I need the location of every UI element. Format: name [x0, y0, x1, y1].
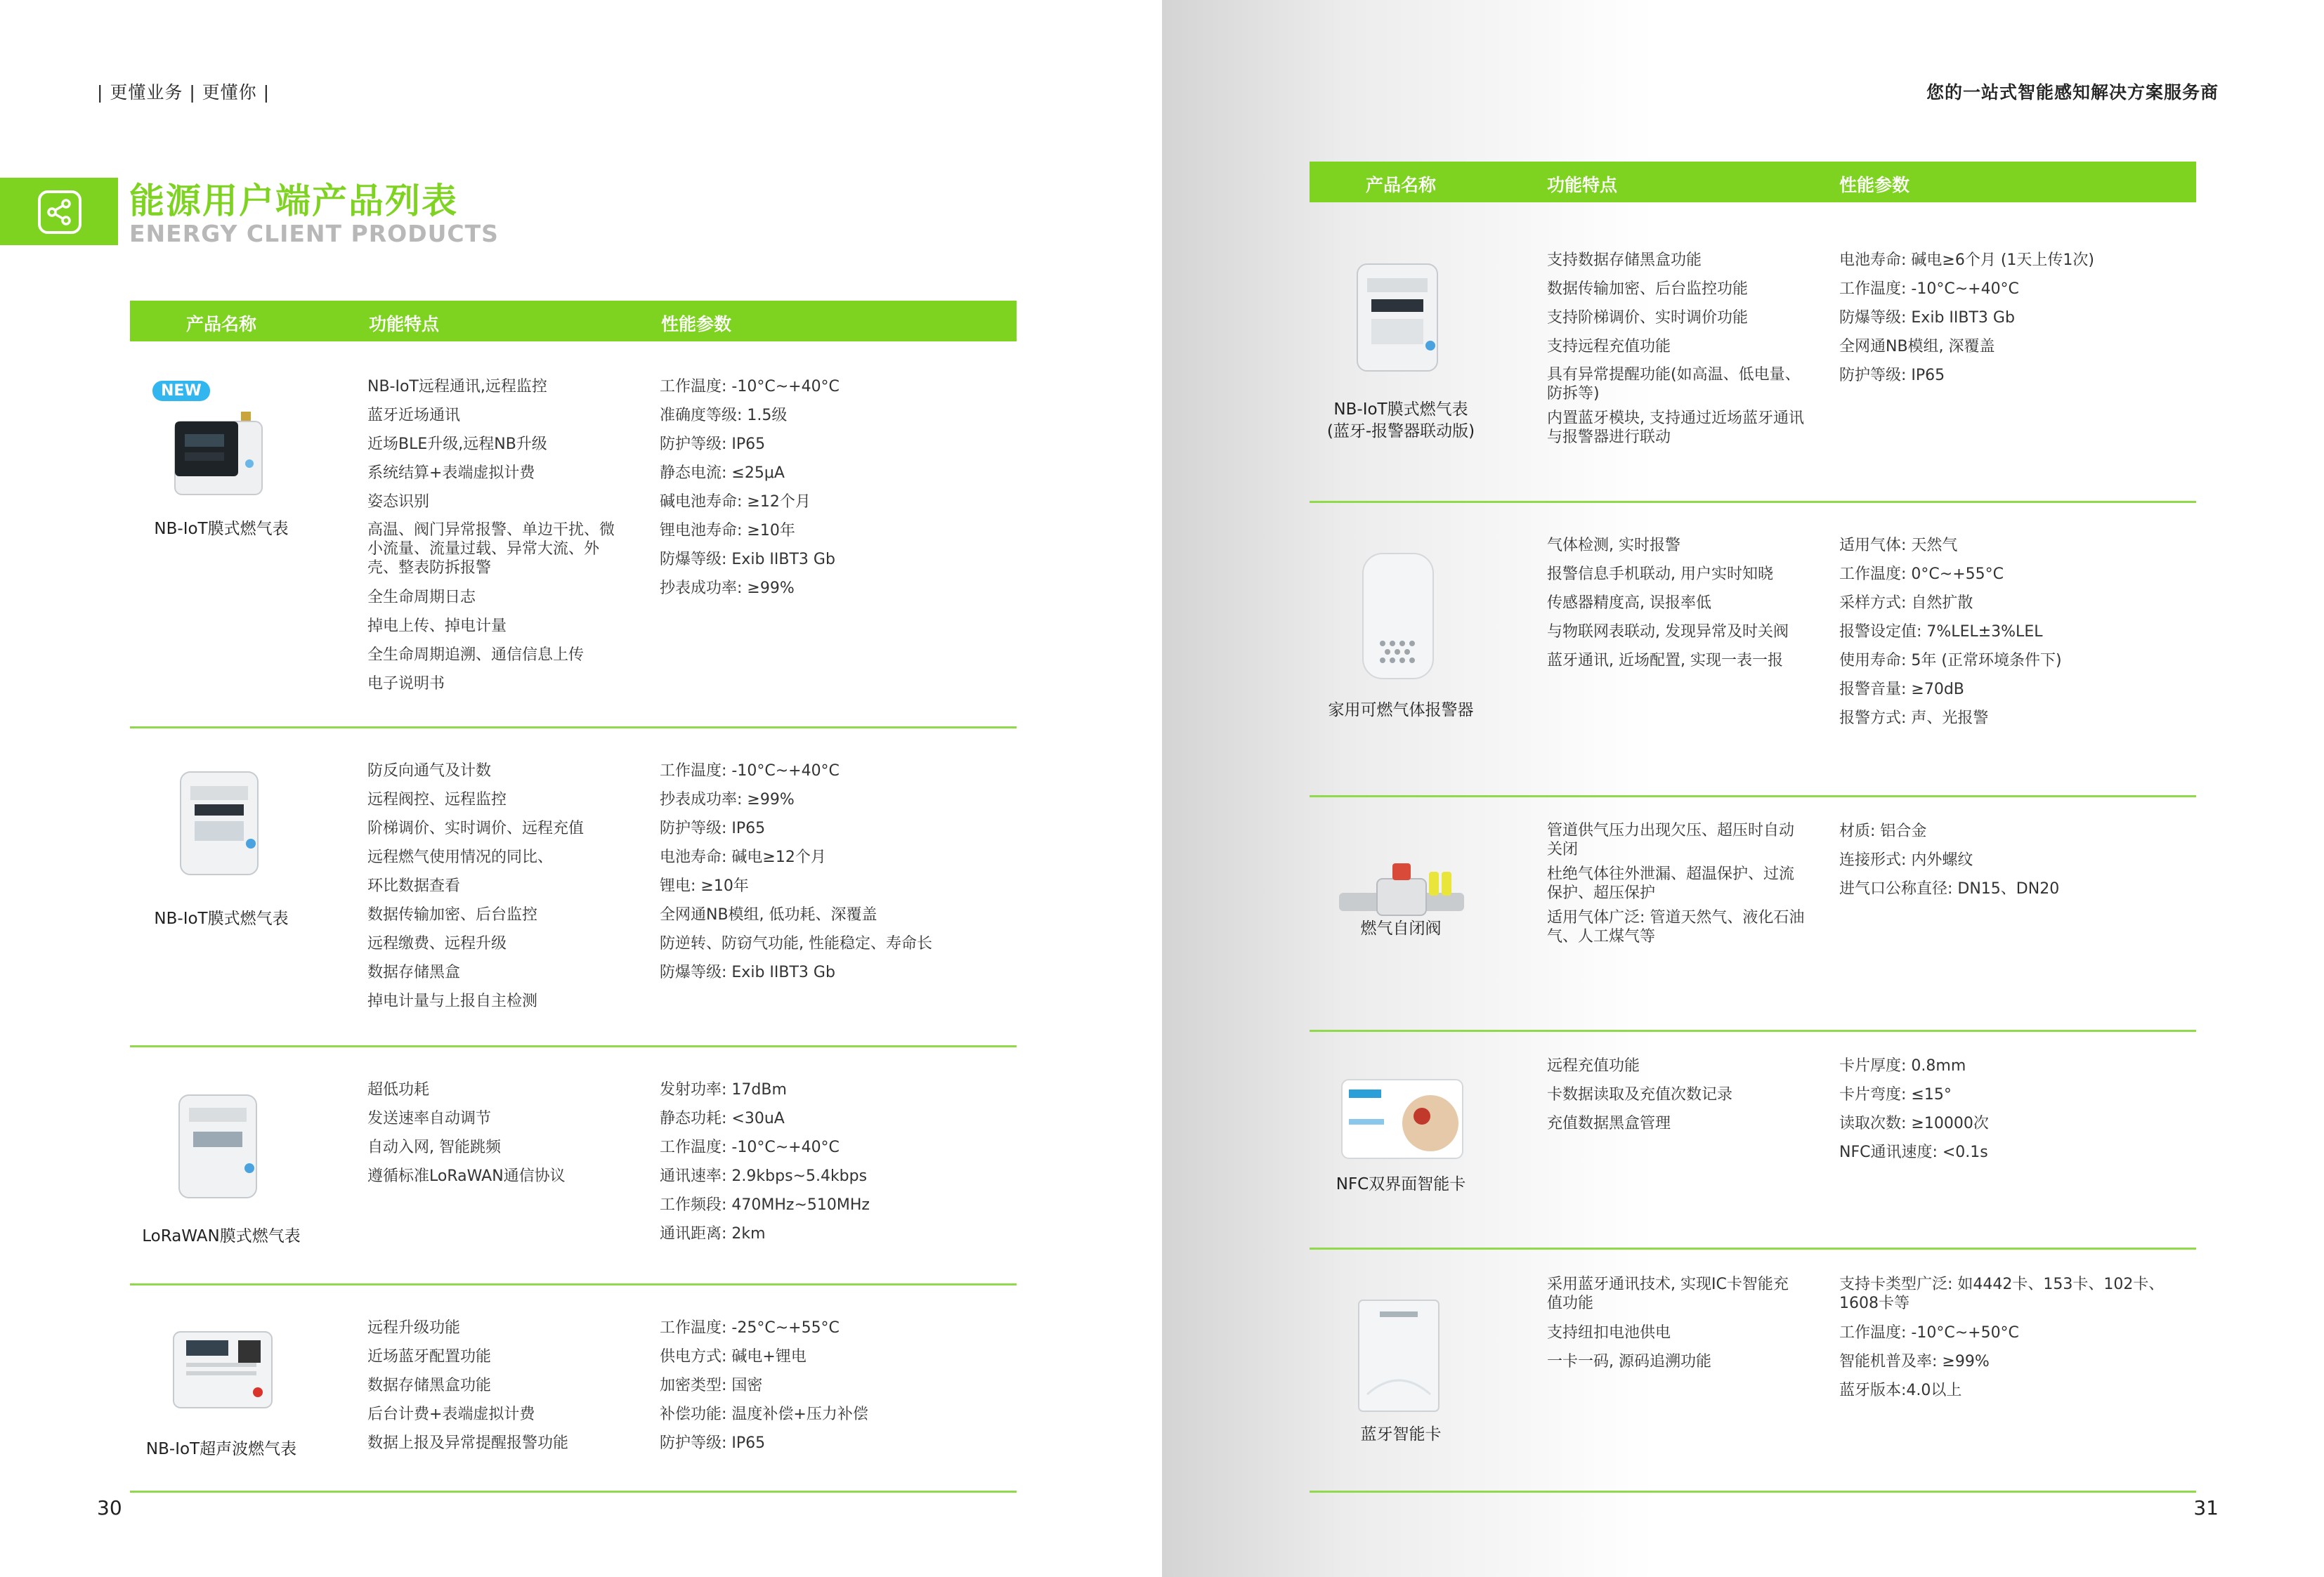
- feature-item: 远程缴费、远程升级: [367, 935, 507, 953]
- feature-item: 杜绝气体往外泄漏、超温保护、过流保护、超压保护: [1547, 865, 1795, 902]
- table-row: [1310, 1032, 2196, 1250]
- param-item: 防逆转、防窃气功能, 性能稳定、寿命长: [660, 935, 932, 953]
- param-list: [1839, 531, 2191, 733]
- param-item: 供电方式: 碱电+锂电: [660, 1348, 807, 1366]
- col-features: 功能特点: [369, 314, 440, 334]
- feature-item: 全生命周期追溯、通信信息上传: [367, 646, 585, 664]
- feature-item: 掉电计量与上报自主检测: [367, 993, 538, 1010]
- feature-item: 系统结算+表端虚拟计费: [367, 464, 535, 482]
- param-item: 全网通NB模组, 低功耗、深覆盖: [660, 906, 877, 924]
- feature-item: 自动入网, 智能跳频: [367, 1139, 501, 1156]
- feature-item: 气体检测, 实时报警: [1547, 537, 1680, 554]
- ultrasonic-meter-image: [165, 1319, 278, 1420]
- gas-meter-image: [1345, 259, 1450, 381]
- page-subtitle: ENERGY CLIENT PRODUCTS: [129, 220, 499, 247]
- feature-list: [1547, 1052, 1828, 1138]
- param-item: 防护等级: IP65: [660, 820, 766, 837]
- feature-item: 近场BLE升级,远程NB升级: [367, 436, 547, 453]
- param-item: 锂电池寿命: ≥10年: [660, 522, 795, 539]
- header-slogan: | 更懂业务 | 更懂你 |: [97, 82, 270, 103]
- feature-item: 超低功耗: [367, 1081, 430, 1099]
- param-item: 工作温度: -25°C~+55°C: [660, 1319, 840, 1337]
- param-item: 防爆等级: Exib IIBT3 Gb: [660, 964, 835, 981]
- param-item: 智能机普及率: ≥99%: [1839, 1353, 1990, 1370]
- table-header: [1310, 162, 2196, 202]
- feature-item: 电子说明书: [367, 675, 445, 693]
- feature-item: 近场蓝牙配置功能: [367, 1348, 492, 1366]
- product-name: NB-IoT超声波燃气表: [145, 1440, 297, 1458]
- table-row: [1310, 503, 2196, 797]
- table-row: [1310, 1250, 2196, 1493]
- product-name: NFC双界面智能卡: [1336, 1175, 1466, 1193]
- param-item: 发射功率: 17dBm: [660, 1081, 787, 1099]
- param-item: 工作频段: 470MHz~510MHz: [660, 1196, 870, 1214]
- feature-item: 阶梯调价、实时调价、远程充值: [367, 820, 585, 837]
- feature-item: 姿态识别: [367, 493, 430, 511]
- param-item: 工作温度: -10°C~+40°C: [1839, 280, 2019, 298]
- feature-item: 数据上报及异常提醒报警功能: [367, 1434, 569, 1452]
- param-item: 抄表成功率: ≥99%: [660, 580, 795, 597]
- feature-item: 卡数据读取及充值次数记录: [1547, 1086, 1733, 1104]
- param-item: 防护等级: IP65: [660, 1434, 766, 1452]
- table-row: [1310, 202, 2196, 503]
- feature-item: 内置蓝牙模块, 支持通过近场蓝牙通讯与报警器进行联动: [1547, 410, 1804, 446]
- param-item: 卡片厚度: 0.8mm: [1839, 1057, 1966, 1075]
- param-item: 防爆等级: Exib IIBT3 Gb: [660, 551, 835, 568]
- feature-item: 支持阶梯调价、实时调价功能: [1547, 309, 1749, 327]
- product-name: [1310, 399, 1492, 443]
- param-item: 工作温度: -10°C~+40°C: [660, 378, 840, 395]
- feature-item: 蓝牙通讯, 近场配置, 实现一表一报: [1547, 652, 1783, 669]
- table-row: [130, 341, 1017, 728]
- param-list: [1839, 817, 2191, 903]
- new-badge: NEW: [152, 381, 210, 401]
- feature-item: 数据传输加密、后台监控功能: [1547, 280, 1749, 298]
- feature-item: 数据传输加密、后台监控: [367, 906, 538, 924]
- feature-item: 支持远程充值功能: [1547, 338, 1671, 355]
- section-logo: [0, 178, 118, 245]
- col-features: 功能特点: [1547, 175, 1618, 195]
- param-list: [660, 1314, 1011, 1458]
- page-title: 能源用户端产品列表: [129, 181, 458, 221]
- feature-item: 一卡一码, 源码追溯功能: [1547, 1353, 1711, 1370]
- param-list: [660, 757, 1011, 987]
- param-item: 全网通NB模组, 深覆盖: [1839, 338, 1995, 355]
- param-item: 通讯距离: 2km: [660, 1225, 766, 1243]
- param-item: 适用气体: 天然气: [1839, 537, 1958, 554]
- param-item: 材质: 铝合金: [1839, 823, 1927, 840]
- feature-item: 采用蓝牙通讯技术, 实现IC卡智能充值功能: [1547, 1276, 1789, 1312]
- gas-alarm-image: [1356, 549, 1440, 686]
- page-number: 30: [97, 1496, 122, 1519]
- feature-item: 发送速率自动调节: [367, 1110, 492, 1127]
- feature-list: [367, 757, 634, 1016]
- param-item: 防爆等级: Exib IIBT3 Gb: [1839, 309, 2015, 327]
- page-number: 31: [2193, 1496, 2219, 1519]
- param-item: 防护等级: IP65: [660, 436, 766, 453]
- feature-item: 传感器精度高, 误报率低: [1547, 594, 1711, 612]
- feature-item: 充值数据黑盒管理: [1547, 1115, 1671, 1132]
- feature-item: 数据存储黑盒: [367, 964, 461, 981]
- param-item: 加密类型: 国密: [660, 1377, 763, 1394]
- param-list: [1839, 1052, 2191, 1167]
- header-tagline: 您的一站式智能感知解决方案服务商: [1926, 82, 2219, 103]
- table-row: [130, 728, 1017, 1047]
- feature-item: 蓝牙近场通讯: [367, 407, 461, 424]
- feature-item: 远程升级功能: [367, 1319, 461, 1337]
- nfc-card-image: [1339, 1077, 1465, 1164]
- feature-item: 防反向通气及计数: [367, 762, 492, 780]
- param-item: 进气口公称直径: DN15、DN20: [1839, 880, 2060, 898]
- param-item: 电池寿命: 碱电≥6个月 (1天上传1次): [1839, 251, 2094, 269]
- product-name: 燃气自闭阀: [1360, 920, 1442, 938]
- gas-meter-image: [167, 766, 272, 882]
- param-item: 碱电池寿命: ≥12个月: [660, 493, 811, 511]
- feature-item: 全生命周期日志: [367, 589, 476, 606]
- feature-item: 遵循标准LoRaWAN通信协议: [367, 1167, 566, 1185]
- param-list: [1839, 246, 2191, 390]
- param-item: 工作温度: 0°C~+55°C: [1839, 565, 2004, 583]
- product-name-subtitle: (蓝牙-报警器联动版): [1326, 422, 1475, 440]
- gas-meter-image: [165, 1089, 270, 1205]
- param-item: 卡片弯度: ≤15°: [1839, 1086, 1952, 1104]
- gas-meter-image: [164, 407, 269, 509]
- feature-item: 环比数据查看: [367, 877, 461, 895]
- product-name: LoRaWAN膜式燃气表: [142, 1227, 301, 1245]
- param-item: 使用寿命: 5年 (正常环境条件下): [1839, 652, 2062, 669]
- product-name-line: NB-IoT膜式燃气表: [1333, 400, 1468, 419]
- feature-item: 具有异常提醒功能(如高温、低电量、防拆等): [1547, 366, 1801, 403]
- product-name: NB-IoT膜式燃气表: [154, 910, 289, 928]
- param-item: 工作温度: -10°C~+40°C: [660, 1139, 840, 1156]
- param-list: [660, 1075, 1011, 1248]
- param-item: 蓝牙版本:4.0以上: [1839, 1382, 1962, 1399]
- param-item: 抄表成功率: ≥99%: [660, 791, 795, 809]
- table-row: [130, 1047, 1017, 1285]
- feature-list: [367, 1075, 634, 1191]
- col-params: 性能参数: [1839, 175, 1910, 195]
- param-item: 防护等级: IP65: [1839, 367, 1945, 384]
- feature-item: 远程充值功能: [1547, 1057, 1640, 1075]
- feature-item: 高温、阀门异常报警、单边干扰、微小流量、流量过载、异常大流、外壳、整表防拆报警: [367, 521, 615, 577]
- param-item: 工作温度: -10°C~+40°C: [660, 762, 840, 780]
- param-item: 读取次数: ≥10000次: [1839, 1115, 1989, 1132]
- feature-list: [1547, 1271, 1800, 1376]
- param-item: 准确度等级: 1.5级: [660, 407, 788, 424]
- product-name: 蓝牙智能卡: [1360, 1425, 1442, 1444]
- param-item: 采样方式: 自然扩散: [1839, 594, 1973, 612]
- right-page: [1162, 0, 2324, 1577]
- feature-list: [1547, 817, 1807, 952]
- feature-list: [367, 1314, 648, 1458]
- table-row: [1310, 797, 2196, 1032]
- param-item: 报警音量: ≥70dB: [1839, 681, 1964, 698]
- param-item: 工作温度: -10°C~+50°C: [1839, 1324, 2019, 1342]
- feature-item: 与物联网表联动, 发现异常及时关阀: [1547, 623, 1789, 641]
- param-item: 报警方式: 声、光报警: [1839, 709, 1989, 727]
- feature-item: 支持纽扣电池供电: [1547, 1324, 1671, 1342]
- param-item: NFC通讯速度: <0.1s: [1839, 1144, 1988, 1161]
- feature-item: 远程阀控、远程监控: [367, 791, 507, 809]
- col-name: 产品名称: [186, 314, 257, 334]
- feature-list: [1547, 531, 1828, 675]
- param-list: [660, 372, 1011, 603]
- feature-list: [1547, 246, 1814, 452]
- feature-item: 掉电上传、掉电计量: [367, 617, 507, 635]
- feature-list: [367, 372, 627, 698]
- feature-item: 适用气体广泛: 管道天然气、液化石油气、人工煤气等: [1547, 909, 1805, 945]
- feature-item: 数据存储黑盒功能: [367, 1377, 492, 1394]
- feature-item: 支持数据存储黑盒功能: [1547, 251, 1702, 269]
- share-icon: [38, 190, 81, 234]
- feature-item: 管道供气压力出现欠压、超压时自动关闭: [1547, 822, 1795, 858]
- param-list: [1839, 1271, 2183, 1405]
- feature-item: NB-IoT远程通讯,远程监控: [367, 378, 547, 395]
- param-item: 锂电: ≥10年: [660, 877, 749, 895]
- param-item: 电池寿命: 碱电≥12个月: [660, 849, 826, 866]
- param-item: 报警设定值: 7%LEL±3%LEL: [1839, 623, 2043, 641]
- table-row: [130, 1285, 1017, 1493]
- col-params: 性能参数: [661, 314, 732, 334]
- feature-item: 远程燃气使用情况的同比、: [367, 849, 554, 866]
- product-name: NB-IoT膜式燃气表: [154, 520, 289, 538]
- bluetooth-card-image: [1353, 1296, 1444, 1418]
- param-item: 支持卡类型广泛: 如4442卡、153卡、102卡、1608卡等: [1839, 1276, 2165, 1312]
- col-name: 产品名称: [1366, 175, 1437, 195]
- param-item: 通讯速率: 2.9kbps~5.4kbps: [660, 1167, 868, 1185]
- table-header: [130, 301, 1017, 341]
- param-item: 静态电流: ≤25μA: [660, 464, 785, 482]
- param-item: 静态功耗: <30uA: [660, 1110, 785, 1127]
- feature-item: 报警信息手机联动, 用户实时知晓: [1547, 565, 1773, 583]
- feature-item: 后台计费+表端虚拟计费: [367, 1406, 535, 1423]
- param-item: 连接形式: 内外螺纹: [1839, 851, 1973, 869]
- product-name: 家用可燃气体报警器: [1328, 701, 1474, 719]
- param-item: 补偿功能: 温度补偿+压力补偿: [660, 1406, 868, 1423]
